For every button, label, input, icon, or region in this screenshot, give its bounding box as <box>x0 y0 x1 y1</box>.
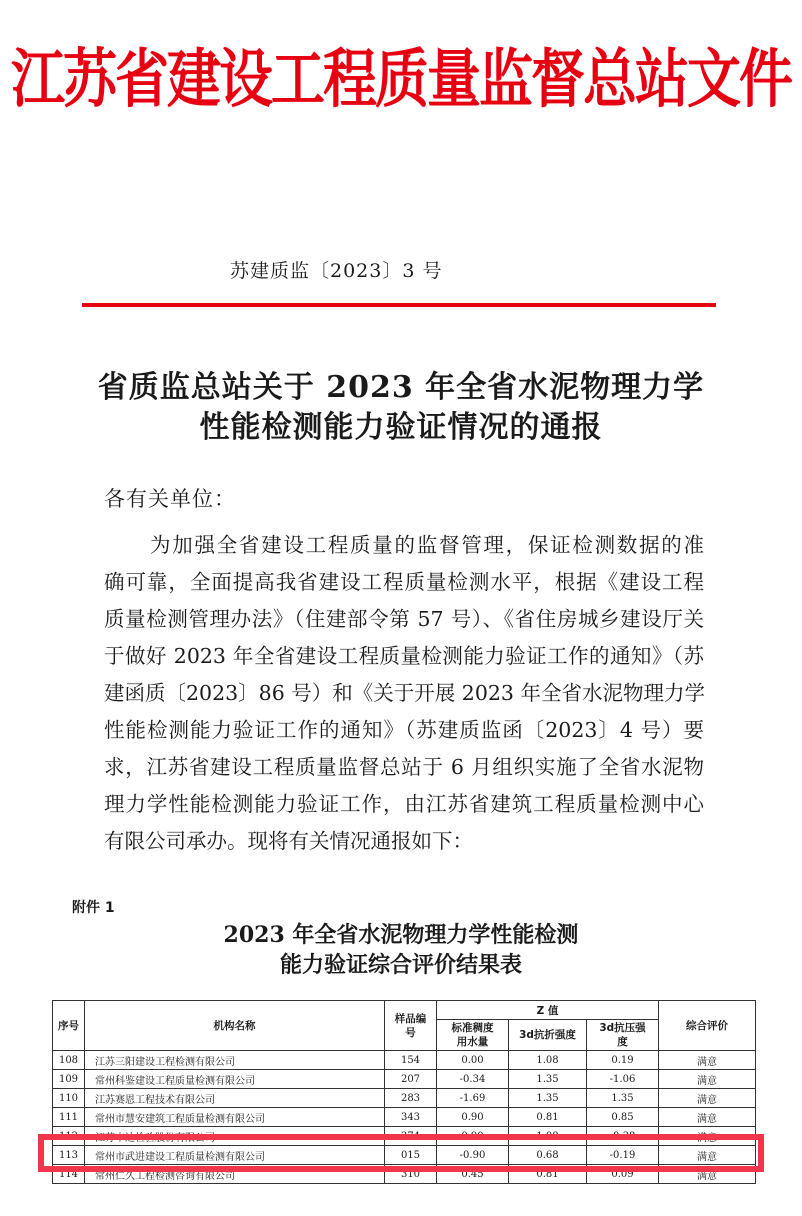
row-seq: 109 <box>53 1070 85 1089</box>
notice-heading-line-2: 性能检测能力验证情况的通报 <box>199 410 603 445</box>
row-org-name: 江苏赛恩工程技术有限公司 <box>85 1089 385 1108</box>
row-org-name: 江苏申达检验股份有限公司 <box>85 1127 385 1146</box>
header-sample-id-text: 样品编号 <box>394 1012 427 1039</box>
row-z-water: 0.45 <box>437 1165 509 1184</box>
row-z-water: -1.69 <box>437 1089 509 1108</box>
row-seq: 114 <box>53 1165 85 1184</box>
attachment-label: 附件 1 <box>72 900 115 916</box>
body-line: 求，江苏省建设工程质量监督总站于 6 月组织实施了全省水泥物 <box>104 755 704 779</box>
row-sample-id: 207 <box>385 1070 437 1089</box>
row-org-name: 常州市武进建设工程质量检测有限公司 <box>85 1146 385 1165</box>
row-evaluation: 满意 <box>659 1146 756 1165</box>
table-title-line-2: 能力验证综合评价结果表 <box>279 952 522 978</box>
document-header-title: 江苏省建设工程质量监督总站文件 <box>11 42 791 117</box>
row-sample-id: 283 <box>385 1089 437 1108</box>
row-seq: 111 <box>53 1108 85 1127</box>
row-evaluation: 满意 <box>659 1051 756 1070</box>
header-z-value: Z 值 <box>437 1001 659 1020</box>
row-z-comp: -0.38 <box>587 1127 659 1146</box>
header-evaluation: 综合评价 <box>659 1001 756 1051</box>
row-z-comp: 0.09 <box>587 1165 659 1184</box>
body-line: 理力学性能检测能力验证工作，由江苏省建筑工程质量检测中心 <box>104 792 704 816</box>
header-water-text: 标准稠度用水量 <box>451 1022 494 1048</box>
row-evaluation: 满意 <box>659 1089 756 1108</box>
header-comp <box>587 1020 659 1051</box>
row-z-water: -0.90 <box>437 1146 509 1165</box>
row-sample-id: 274 <box>385 1127 437 1146</box>
row-z-water: 0.00 <box>437 1051 509 1070</box>
row-org-name: 常州市慧安建筑工程质量检测有限公司 <box>85 1108 385 1127</box>
row-sample-id: 154 <box>385 1051 437 1070</box>
body-line: 建函质〔2023〕86 号）和《关于开展 2023 年全省水泥物理力学 <box>104 681 705 705</box>
row-org-name: 常州仁久工程检测咨询有限公司 <box>85 1165 385 1184</box>
table-row <box>53 1070 756 1089</box>
row-z-comp: 1.35 <box>587 1089 659 1108</box>
row-z-flex: 1.35 <box>509 1070 587 1089</box>
body-line: 确可靠，全面提高我省建设工程质量检测水平，根据《建设工程 <box>104 570 704 594</box>
body-line: 有限公司承办。现将有关情况通报如下： <box>104 829 473 853</box>
table-row <box>53 1108 756 1127</box>
row-sample-id: 015 <box>385 1146 437 1165</box>
row-z-comp: -1.06 <box>587 1070 659 1089</box>
notice-heading-line-1: 省质监总站关于 2023 年全省水泥物理力学 <box>97 370 705 405</box>
body-line: 于做好 2023 年全省建设工程质量检测能力验证工作的通知》（苏 <box>104 644 704 668</box>
row-seq: 108 <box>53 1051 85 1070</box>
row-evaluation: 满意 <box>659 1127 756 1146</box>
highlight-box <box>38 1134 764 1172</box>
header-flex <box>509 1020 587 1051</box>
table-row <box>53 1089 756 1108</box>
row-z-flex: 1.35 <box>509 1089 587 1108</box>
row-z-flex: 0.68 <box>509 1146 587 1165</box>
red-divider-line <box>82 303 716 307</box>
header-flex-text: 3d抗折强度 <box>519 1029 576 1041</box>
row-seq: 113 <box>53 1146 85 1165</box>
header-sample-id <box>385 1001 437 1051</box>
row-org-name: 常州科鉴建设工程质量检测有限公司 <box>85 1070 385 1089</box>
row-evaluation: 满意 <box>659 1108 756 1127</box>
salutation: 各有关单位： <box>104 487 236 511</box>
row-org-name: 江苏三阳建设工程检测有限公司 <box>85 1051 385 1070</box>
row-z-comp: 0.85 <box>587 1108 659 1127</box>
row-seq: 112 <box>53 1127 85 1146</box>
row-z-flex: 1.08 <box>509 1127 587 1146</box>
row-evaluation: 满意 <box>659 1165 756 1184</box>
header-comp-text: 3d抗压强度 <box>599 1022 646 1048</box>
row-z-flex: 0.81 <box>509 1108 587 1127</box>
table-title-line-1: 2023 年全省水泥物理力学性能检测 <box>223 922 579 948</box>
row-z-water: 0.90 <box>437 1127 509 1146</box>
body-line: 性能检测能力验证工作的通知》（苏建质监函〔2023〕4 号）要 <box>104 718 704 742</box>
row-sample-id: 310 <box>385 1165 437 1184</box>
header-water <box>437 1020 509 1051</box>
row-seq: 110 <box>53 1089 85 1108</box>
row-z-comp: 0.19 <box>587 1051 659 1070</box>
row-z-flex: 1.08 <box>509 1051 587 1070</box>
header-org-name: 机构名称 <box>85 1001 385 1051</box>
table-row <box>53 1051 756 1070</box>
row-z-water: 0.90 <box>437 1108 509 1127</box>
row-z-comp: -0.19 <box>587 1146 659 1165</box>
row-evaluation: 满意 <box>659 1070 756 1089</box>
row-z-flex: 0.81 <box>509 1165 587 1184</box>
body-line: 为加强全省建设工程质量的监督管理，保证检测数据的准 <box>150 533 704 557</box>
row-z-water: -0.34 <box>437 1070 509 1089</box>
body-line: 质量检测管理办法》（住建部令第 57 号）、《省住房城乡建设厅关 <box>104 607 704 631</box>
document-number: 苏建质监〔2023〕3 号 <box>230 260 443 282</box>
row-sample-id: 343 <box>385 1108 437 1127</box>
header-seq: 序号 <box>53 1001 85 1051</box>
